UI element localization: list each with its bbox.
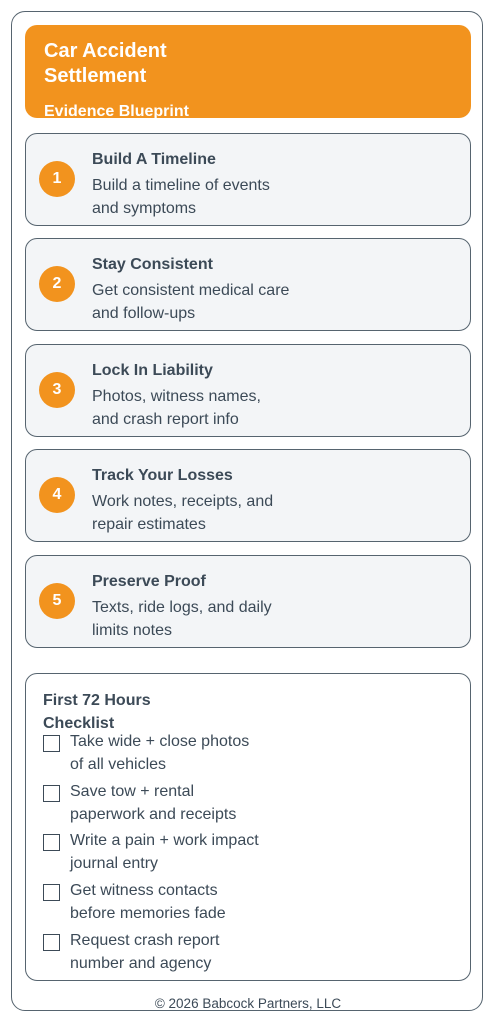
step-card-5	[25, 555, 471, 648]
step-title: Stay Consistent	[92, 256, 213, 273]
checkbox[interactable]	[43, 884, 60, 901]
step-title: Track Your Losses	[92, 467, 233, 484]
step-card-3	[25, 344, 471, 437]
checkbox[interactable]	[43, 934, 60, 951]
header-banner	[25, 25, 471, 118]
step-title: Build A Timeline	[92, 151, 216, 168]
checklist-card	[25, 673, 471, 981]
checklist-item-label: Take wide + close photos of all vehicles	[70, 733, 250, 773]
step-title: Preserve Proof	[92, 573, 206, 590]
step-number-badge: 4	[39, 477, 75, 513]
page-title: Car Accident Settlement	[44, 40, 167, 87]
checkbox[interactable]	[43, 834, 60, 851]
step-description: Build a timeline of events and symptoms	[92, 177, 270, 217]
step-description: Get consistent medical care and follow-ups	[92, 282, 290, 322]
step-number-badge: 5	[39, 583, 75, 619]
checklist-item-label: Save tow + rental paperwork and receipts	[70, 783, 237, 823]
step-description: Texts, ride logs, and daily limits notes	[92, 599, 272, 639]
checkbox[interactable]	[43, 785, 60, 802]
checklist-item-label: Request crash report number and agency	[70, 932, 220, 972]
checklist-title: First 72 Hours Checklist	[43, 692, 151, 732]
step-number-badge: 1	[39, 161, 75, 197]
checkbox[interactable]	[43, 735, 60, 752]
step-card-1	[25, 133, 471, 226]
checklist-item-label: Write a pain + work impact journal entry	[70, 832, 259, 872]
footer-copyright: © 2026 Babcock Partners, LLC	[154, 996, 342, 1011]
step-description: Photos, witness names, and crash report info	[92, 388, 261, 428]
step-number-badge: 2	[39, 266, 75, 302]
step-title: Lock In Liability	[92, 362, 213, 379]
step-description: Work notes, receipts, and repair estimates	[92, 493, 274, 533]
step-card-2	[25, 238, 471, 331]
page-subtitle: Evidence Blueprint	[44, 103, 189, 120]
step-card-4	[25, 449, 471, 542]
step-number-badge: 3	[39, 372, 75, 408]
checklist-item-label: Get witness contacts before memories fade	[70, 882, 226, 922]
